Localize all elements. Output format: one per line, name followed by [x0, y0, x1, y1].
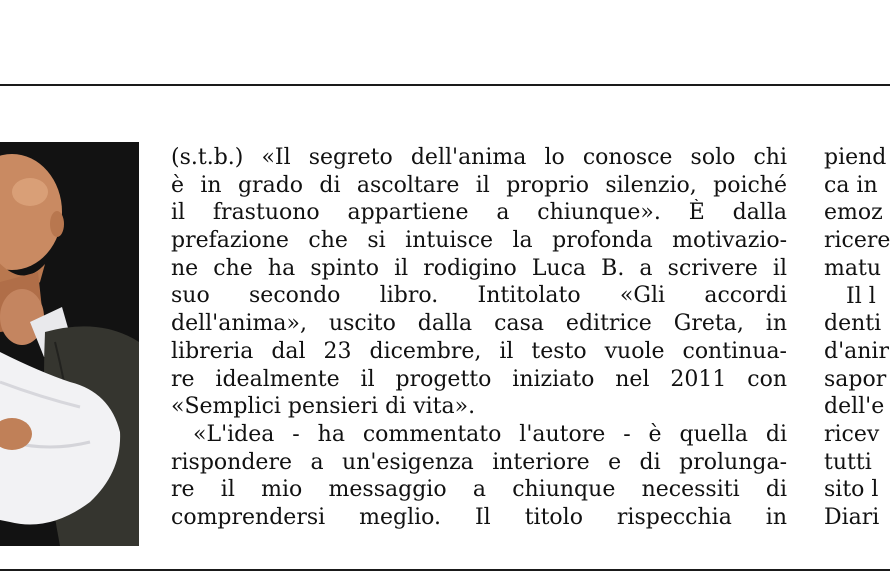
article-line: d'anir [824, 338, 889, 364]
article-line: re il mio messaggio a chiunque necessiti di [171, 477, 787, 503]
author-photo [0, 142, 139, 546]
article-line: suo secondo libro. Intitolato «Gli accordi [171, 283, 787, 309]
article-line: il frastuono appartiene a chiunque». È dalla [171, 200, 787, 226]
article-line: «Semplici pensieri di vita». [171, 394, 476, 420]
article-line: piend [824, 145, 887, 170]
article-line: ricev [824, 422, 880, 448]
article-line: sapor [824, 366, 887, 392]
article-line: denti [824, 311, 882, 337]
article-line: libreria dal 23 dicembre, il testo vuole continua- [171, 338, 787, 364]
article-line: Diari [824, 505, 880, 531]
article-column-main [171, 144, 787, 532]
article-line: Il l [846, 283, 876, 309]
article-line: comprendersi meglio. Il titolo rispecchia in [171, 504, 787, 530]
article-line: sito l [824, 477, 879, 503]
article-line: dell'e [824, 394, 885, 420]
article-line: tutti [824, 449, 872, 475]
article-column-right [824, 144, 890, 532]
article-line: ne che ha spinto il rodigino Luca B. a scrivere il [171, 255, 787, 281]
article-line: matu [824, 255, 881, 281]
top-rule [0, 84, 890, 86]
article-line: ricere [824, 228, 890, 254]
article-line: (s.t.b.) «Il segreto dell'anima lo conosce solo chi [171, 145, 787, 170]
article-line: è in grado di ascoltare il proprio silenzio, poiché [171, 172, 787, 198]
article-line: ca in [824, 172, 878, 198]
article-line: dell'anima», uscito dalla casa editrice Greta, in [171, 311, 787, 337]
article-line: re idealmente il progetto iniziato nel 2011 con [171, 366, 787, 392]
article-line: rispondere a un'esigenza interiore e di prolunga- [171, 449, 787, 475]
bottom-rule [0, 569, 890, 571]
article-line: «L'idea - ha commentato l'autore - è quella di [193, 421, 787, 447]
article-line: prefazione che si intuisce la profonda motivazio- [171, 228, 787, 254]
article-line: emoz [824, 200, 883, 226]
